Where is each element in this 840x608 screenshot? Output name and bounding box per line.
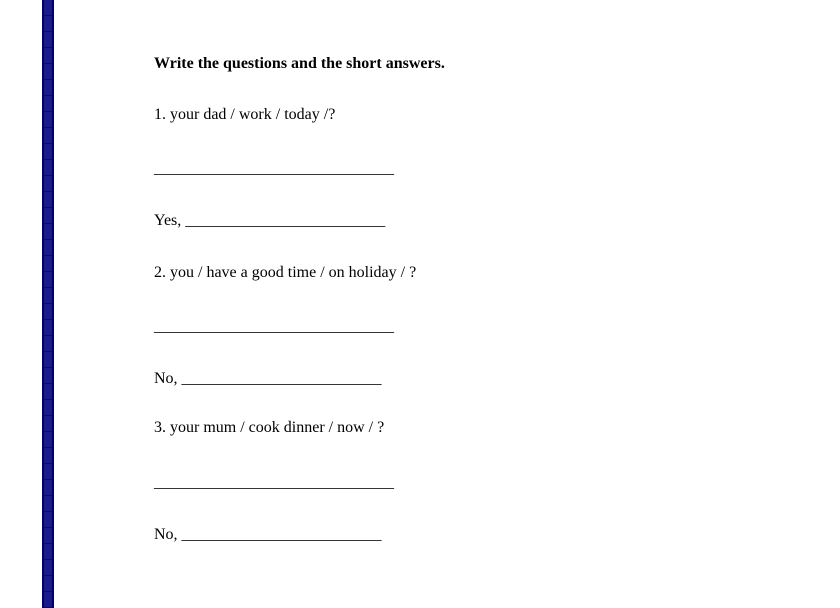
item-3-question-blank: ______________________________ xyxy=(154,474,394,491)
item-2-question-blank: ______________________________ xyxy=(154,318,394,335)
item-1-answer-line: Yes, _________________________ xyxy=(154,212,386,229)
item-1-prompt: 1. your dad / work / today /? xyxy=(154,106,336,123)
item-2-prompt: 2. you / have a good time / on holiday / ? xyxy=(154,264,417,281)
item-3-prompt: 3. your mum / cook dinner / now / ? xyxy=(154,419,385,436)
item-2-answer-line: No, _________________________ xyxy=(154,370,382,387)
item-3-answer-line: No, _________________________ xyxy=(154,526,382,543)
item-1-question-blank: ______________________________ xyxy=(154,160,394,177)
instruction-heading: Write the questions and the short answers. xyxy=(154,55,445,72)
page-left-border xyxy=(42,0,54,608)
